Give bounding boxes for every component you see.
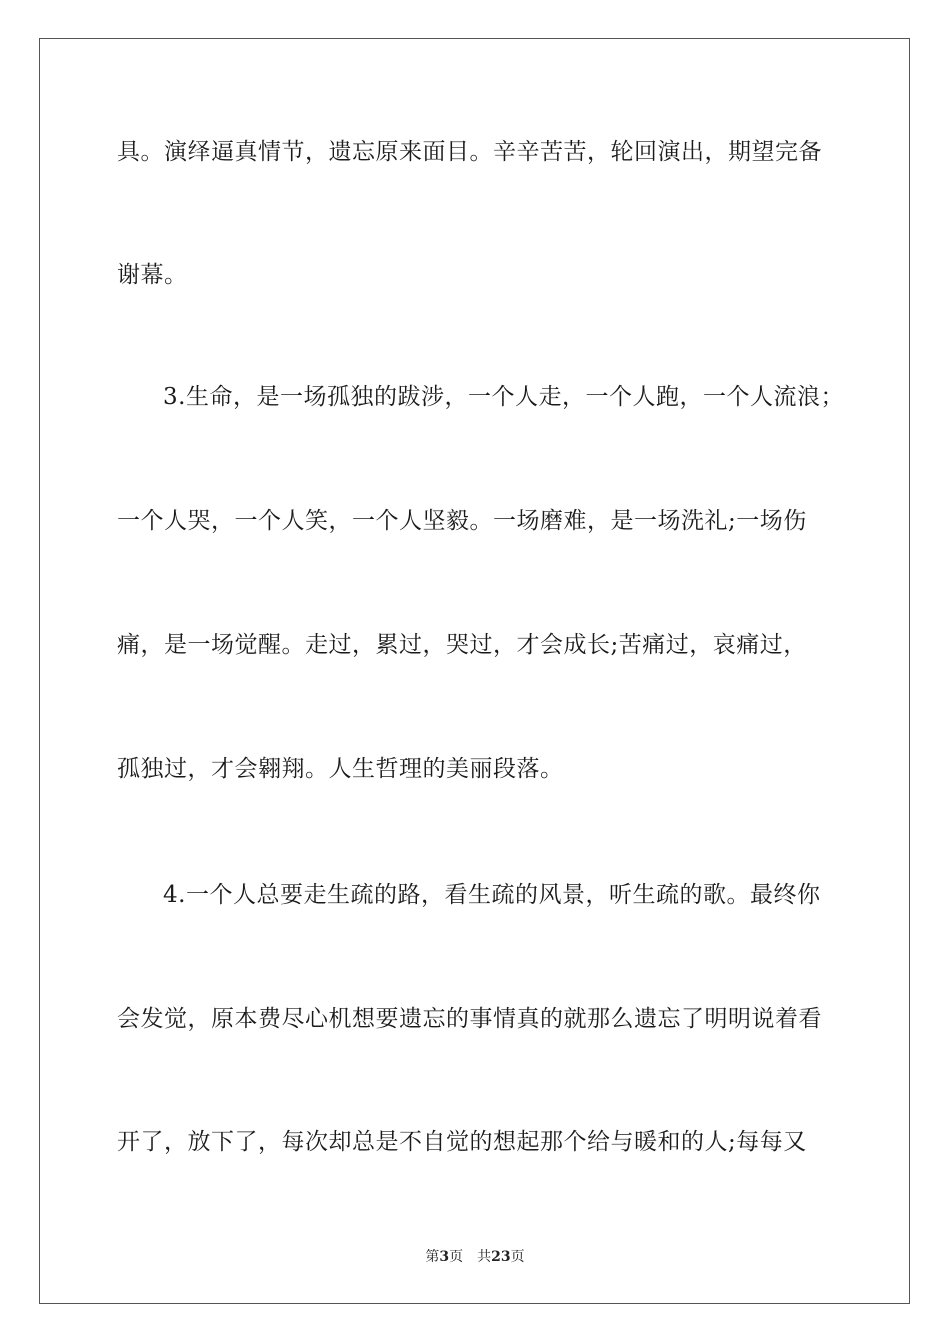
page-prefix: 第 (425, 1249, 440, 1265)
text-line-6: 孤独过，才会翱翔。人生哲理的美丽段落。 (117, 756, 564, 782)
total-prefix: 共 (477, 1249, 492, 1265)
text-line-3: 3.生命，是一场孤独的跋涉，一个人走，一个人跑，一个人流浪； (163, 384, 844, 410)
page-footer (0, 1248, 950, 1266)
text-line-4: 一个人哭，一个人笑，一个人坚毅。一场磨难，是一场洗礼;一场伤 (117, 508, 807, 534)
page-number: 3 (439, 1249, 450, 1265)
total-suffix: 页 (510, 1249, 525, 1265)
text-line-8: 会发觉，原本费尽心机想要遗忘的事情真的就那么遗忘了明明说着看 (117, 1006, 822, 1032)
page-suffix: 页 (449, 1249, 464, 1265)
text-line-5: 痛，是一场觉醒。走过，累过，哭过，才会成长;苦痛过，哀痛过， (117, 632, 807, 658)
text-line-9: 开了，放下了，每次却总是不自觉的想起那个给与暖和的人;每每又 (117, 1129, 807, 1155)
text-line-7: 4.一个人总要走生疏的路，看生疏的风景，听生疏的歌。最终你 (163, 882, 821, 908)
total-pages: 23 (491, 1249, 511, 1265)
text-line-2: 谢幕。 (117, 262, 188, 288)
page-border (39, 38, 910, 1304)
text-line-1: 具。演绎逼真情节，遗忘原来面目。辛辛苦苦，轮回演出，期望完备 (117, 139, 822, 165)
